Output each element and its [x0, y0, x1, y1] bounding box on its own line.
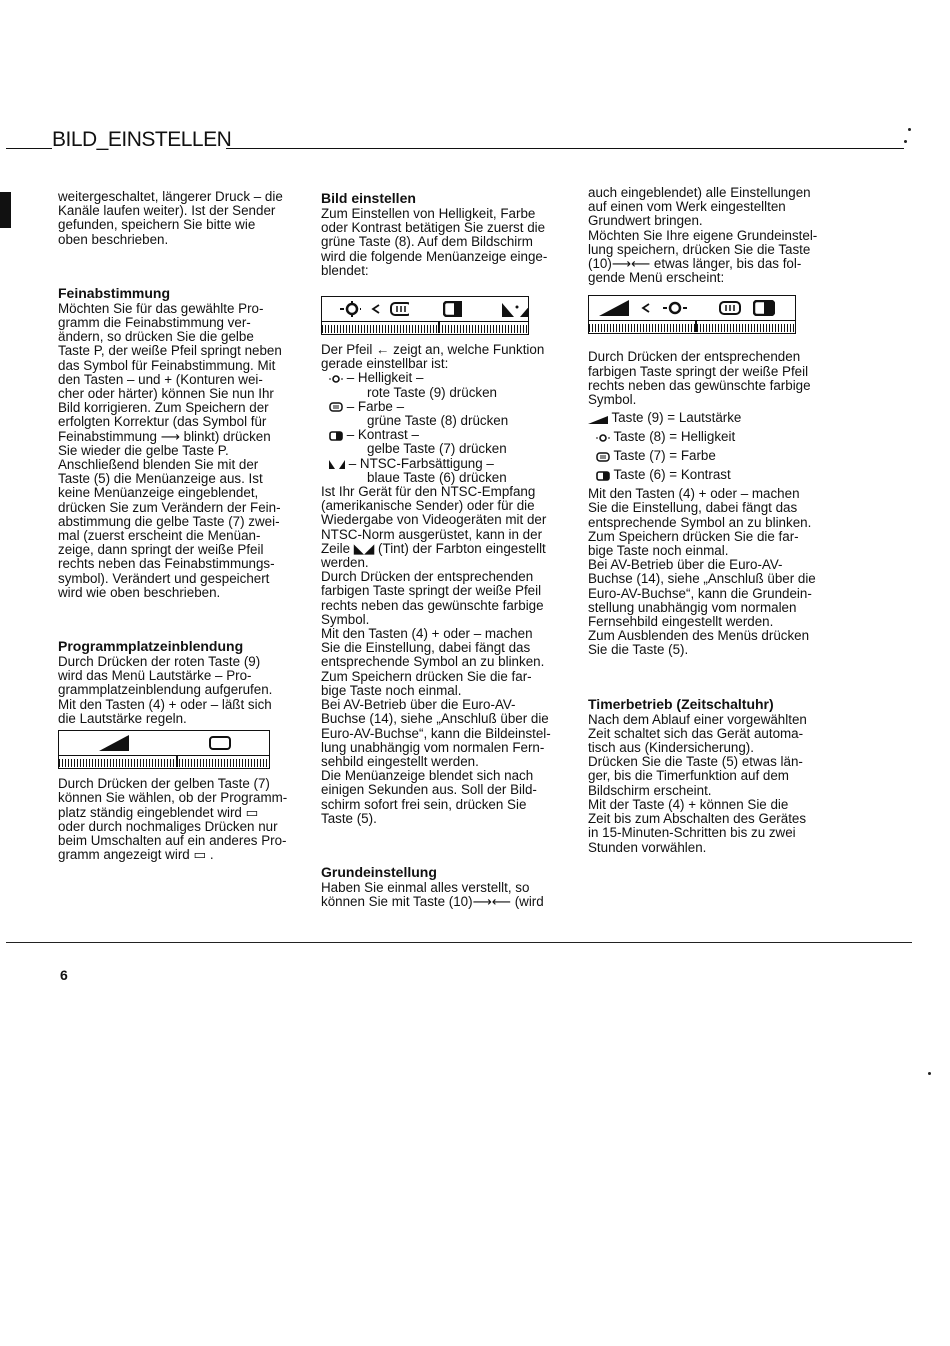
scale-marker	[438, 322, 440, 333]
picture-menu-display	[321, 296, 529, 335]
programmplatz-text: Durch Drücken der roten Taste (9) wird das Menü Lautstärke – Pro- grammplatzeinblendung aufgerufen. Mit den Tasten (4) + oder – läßt sich die Lautstärke regeln.	[58, 654, 273, 726]
legend-brightness	[329, 371, 571, 399]
legend-sub: rote Taste (9) drücken	[367, 384, 498, 400]
legend-contrast	[329, 428, 571, 456]
header-rule-right	[226, 148, 904, 149]
heading-programmplatzeinblendung: Programmplatzeinblendung	[58, 638, 244, 655]
contrast-icon	[753, 300, 775, 316]
legend-label: – NTSC-Farbsättigung –	[348, 455, 494, 471]
speck	[928, 1072, 931, 1075]
legend-brightness	[588, 430, 838, 449]
color-icon	[329, 402, 343, 412]
heading-bild-einstellen: Bild einstellen	[321, 190, 416, 206]
contrast-icon	[329, 431, 343, 441]
legend-contrast	[588, 468, 838, 487]
color-icon	[596, 452, 610, 462]
chapter-tab-marker	[0, 192, 11, 228]
arrow-explanation: Der Pfeil ← zeigt an, welche Funktion gerade einstellbar ist:	[321, 342, 545, 372]
ntsc-text: Ist Ihr Gerät für den NTSC-Empfang (amerikanische Sender) oder für die Wiedergabe von Videogeräten mit der NTSC-Norm ausgerüstet, kann in der Zeile ◣◢ (Tint) der Farbton eingestellt werden. Durch Drücken der entsprechenden farbigen Taste springt der weiße Pfeil rechts neben das gewünschte farbige Symbol. Mit den Tasten (4) + oder – machen Sie die Einstellung, dabei fängt das entsprechende Symbol an zu blinken. Zum Speichern drücken Sie die far- bige Taste noch einmal. Bei AV-Betrieb über die Euro-AV- Buchse (14), siehe „Anschluß über die Euro-AV-Buchse“, kann die Bildeinstel- lung unabhängig vom normalen Fern- sehbild eingestellt werden. Die Menüanzeige blendet sich nach einigen Sekunden aus. Soll der Bild- schirm sofort frei sein, drücken Sie Taste (5).	[321, 484, 551, 826]
after-legend-text: Mit den Tasten (4) + oder – machen Sie die Einstellung, dabei fängt das entsprechende Symbol an zu blinken. Zum Speichern drücken Sie die far- bige Taste noch einmal. Bei AV-Betrieb über die Euro-AV- Buchse (14), siehe „Anschluß über die Euro-AV-Buchse“, kann die Grundein- stellung unabhängig vom normalen Fernsehbild eingestellt werden. Zum Ausblenden des Menüs drücken Sie die Taste (5).	[588, 486, 816, 658]
arrow-left-icon	[641, 303, 651, 313]
arrow-left-icon	[371, 304, 380, 314]
legend-label: – Farbe –	[346, 398, 405, 414]
heading-feinabstimmung: Feinabstimmung	[58, 284, 171, 301]
legend-label: – Kontrast –	[346, 427, 419, 443]
volume-menu-display	[58, 730, 270, 769]
legend-ntsc	[329, 457, 571, 485]
color-icon	[390, 302, 409, 316]
speck	[904, 140, 907, 143]
column-2	[321, 190, 571, 909]
volume-icon	[588, 414, 608, 424]
legend-text: Taste (9) = Lautstärke	[611, 410, 742, 426]
intro-text: weitergeschaltet, längerer Druck – die Kanäle laufen weiter). Ist der Sender gefunden, speichern Sie bitte wie oben beschrieben.	[58, 189, 283, 247]
speck	[908, 128, 911, 131]
legend-color	[588, 449, 838, 468]
brightness-icon	[596, 433, 610, 443]
legend-sub: gelbe Taste (7) drücken	[367, 441, 507, 457]
heading-grundeinstellung: Grundeinstellung	[321, 863, 437, 880]
basic-settings-menu-display	[588, 295, 796, 334]
after-menu-text: Durch Drücken der entsprechenden farbigen Taste springt der weiße Pfeil rechts neben das gewünschte farbige Symbol.	[588, 349, 811, 408]
contrast-icon	[596, 471, 610, 481]
page-title: BILD_EINSTELLEN	[52, 128, 232, 151]
color-icon	[719, 301, 741, 315]
brightness-icon	[340, 301, 361, 317]
grundeinstellung-text: Haben Sie einmal alles verstellt, so können Sie mit Taste (10)⟶⟵ (wird	[321, 879, 544, 910]
ntsc-icon	[502, 301, 528, 317]
legend-text: Taste (6) = Kontrast	[613, 467, 731, 483]
volume-icon	[99, 735, 129, 751]
brightness-icon	[329, 374, 343, 384]
program-position-icon	[209, 736, 231, 750]
timerbetrieb-text: Nach dem Ablauf einer vorgewählten Zeit schaltet sich das Gerät automa- tisch aus (Kindersicherung). Drücken Sie die Taste (5) etwas län- ger, bis die Timerfunktion auf dem Bildschirm erscheint. Mit der Taste (4) + können Sie die Zeit bis zum Abschalten des Gerätes in 15-Minuten-Schritten bis zu zwei Stunden vorwählen.	[588, 711, 807, 855]
legend-sub: grüne Taste (8) drücken	[367, 413, 509, 429]
legend-text: Taste (8) = Helligkeit	[613, 429, 736, 445]
legend-label: – Helligkeit –	[346, 370, 424, 386]
column-3	[588, 186, 838, 855]
legend-color	[329, 400, 571, 428]
legend-text: Taste (7) = Farbe	[613, 448, 716, 464]
feinabstimmung-text: Möchten Sie für das gewählte Pro- gramm die Feinabstimmung ver- ändern, so drücken Sie die gelbe Taste P, der weiße Pfeil springt neben das Symbol für Feinabstimmung. Mit den Tasten – und + (Konturen wei- cher oder härter) können Sie nun Ihr Bild korrigieren. Zum Speichern der erfolgten Korrektur (das Symbol für Feinabstimmung ⟶ blinkt) drücken Sie wieder die gelbe Taste P. Anschließend blenden Sie mit der Taste (5) die Menüanzeige aus. Ist keine Menüanzeige eingeblendet, drücken Sie zum Verändern der Fein- abstimmung die gelbe Taste (7) zwei- mal (zuerst erscheint die Menüan- zeige, dann springt der weiße Pfeil rechts neben das Feinabstimmungs- symbol). Verändert und gespeichert wird wie oben beschrieben.	[58, 300, 282, 600]
grundeinstellung-continued: auch eingeblendet) alle Einstellungen auf einen vom Werk eingestellten Grundwert bringen. Möchten Sie Ihre eigene Grundeinstel- lung speichern, drücken Sie die Taste (10)⟶⟵ etwas länger, bis das fol- gende Menü erscheint:	[588, 185, 818, 286]
volume-icon	[599, 300, 629, 316]
contrast-icon	[443, 301, 462, 317]
brightness-icon	[663, 300, 687, 316]
scale-marker	[695, 321, 697, 332]
header-rule-left	[6, 148, 52, 149]
scale-marker	[176, 756, 178, 767]
legend-sub: blaue Taste (6) drücken	[367, 469, 507, 485]
heading-timerbetrieb: Timerbetrieb (Zeitschaltuhr)	[588, 695, 774, 712]
page-header	[0, 126, 950, 156]
column-1	[58, 190, 303, 862]
ntsc-icon	[329, 459, 345, 469]
page-number: 6	[60, 967, 68, 983]
footer-rule	[6, 942, 912, 943]
legend-volume	[588, 411, 838, 430]
programmplatz-text-2: Durch Drücken der gelben Taste (7) können Sie wählen, ob der Programm- platz ständig eingeblendet wird ▭ oder durch nochmaliges Drücken nur beim Umschalten auf ein anderes Pro- gramm angezeigt wird ▭ .	[58, 776, 288, 863]
bild-einstellen-text: Zum Einstellen von Helligkeit, Farbe oder Kontrast betätigen Sie zuerst die grüne Taste (8). Auf dem Bildschirm wird die folgende Menüanzeige einge- blendet:	[321, 206, 548, 278]
